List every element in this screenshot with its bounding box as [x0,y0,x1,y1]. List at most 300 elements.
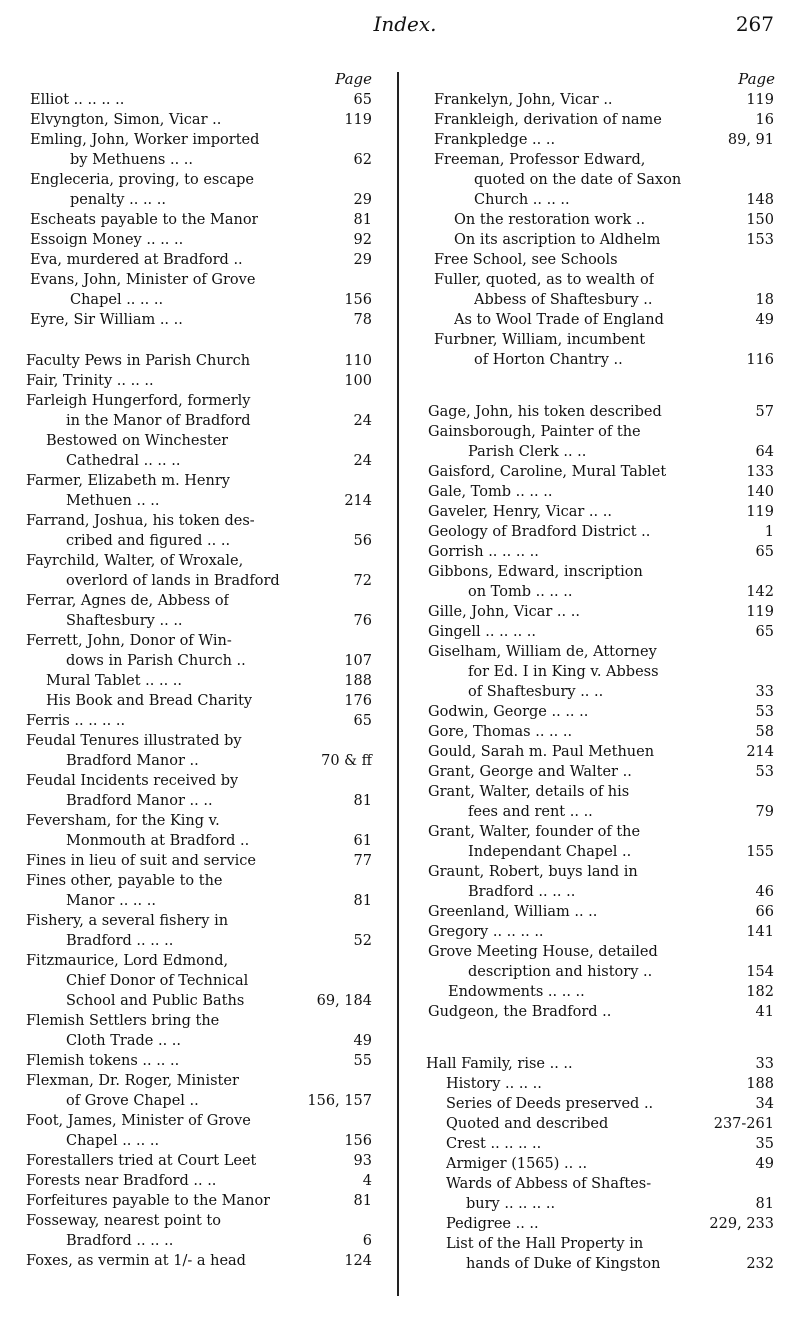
entry-text: Farleigh Hungerford, formerly [26,393,251,409]
index-entry-line [434,170,774,190]
entry-page-ref: 110 [341,351,372,371]
entry-page-ref: 66 [753,902,774,922]
entry-page-ref: 156 [341,290,372,310]
entry-page-ref: 119 [341,110,372,130]
entry-text: by Methuens .. .. [70,152,194,168]
entry-text: Bradford Manor .. [66,753,199,769]
index-entry-line [428,962,774,982]
index-entry-line [30,230,372,250]
index-entry-line [26,1131,372,1151]
entry-text: Gregory .. .. .. .. [428,924,544,940]
index-entry-line [434,190,774,210]
entry-text: Giselham, William de, Attorney [428,644,657,660]
entry-text: Graunt, Robert, buys land in [428,864,638,880]
entry-text: Gould, Sarah m. Paul Methuen [428,744,655,760]
index-entry-line [26,471,372,491]
index-entry-line [428,902,774,922]
entry-page-ref: 76 [351,611,372,631]
index-entry-line [434,290,774,310]
entry-text: Bradford .. .. .. [66,933,174,949]
entry-page-ref: 81 [753,1194,774,1214]
entry-text: Flemish tokens .. .. .. [26,1053,180,1069]
entry-text: Frankelyn, John, Vicar .. [434,92,613,108]
entry-text: Ferrett, John, Donor of Win- [26,633,232,649]
index-entry-line [26,831,372,851]
entry-text: Evans, John, Minister of Grove [30,272,256,288]
index-entry-line [426,1134,774,1154]
entry-text: Fair, Trinity .. .. .. [26,373,154,389]
entry-page-ref: 35 [753,1134,774,1154]
entry-text: Forests near Bradford .. .. [26,1173,217,1189]
entry-text: Monmouth at Bradford .. [66,833,250,849]
entry-page-ref: 156, 157 [304,1091,372,1111]
index-entry-line [426,1194,774,1214]
entry-page-ref: 29 [351,250,372,270]
index-entry-line [434,310,774,330]
index-entry-line [26,991,372,1011]
index-entry-line [30,90,372,110]
entry-text: Cathedral .. .. .. [66,453,181,469]
entry-page-ref: 24 [351,451,372,471]
index-entry-line [26,811,372,831]
entry-text: Farmer, Elizabeth m. Henry [26,473,230,489]
entry-text: Methuen .. .. [66,493,160,509]
index-entry-line [26,871,372,891]
entry-text: Foot, James, Minister of Grove [26,1113,251,1129]
entry-page-ref: 93 [351,1151,372,1171]
entry-text: bury .. .. .. .. [466,1196,556,1212]
index-entry-line [428,762,774,782]
index-entry-line [30,310,372,330]
entry-page-ref: 140 [743,482,774,502]
entry-text: Feudal Incidents received by [26,773,239,789]
index-entry-line [26,511,372,531]
index-entry-line [434,90,774,110]
entry-text: Abbess of Shaftesbury .. [474,292,653,308]
entry-text: Wards of Abbess of Shaftes- [446,1176,652,1192]
entry-page-ref: 237-261 [711,1114,774,1134]
entry-text: Elvyngton, Simon, Vicar .. [30,112,222,128]
index-entry-line [26,731,372,751]
index-entry-line [426,1214,774,1234]
entry-page-ref: 214 [341,491,372,511]
index-entry-line [26,911,372,931]
entry-page-ref: 29 [351,190,372,210]
entry-page-ref: 182 [743,982,774,1002]
entry-text: Crest .. .. .. .. [446,1136,542,1152]
entry-page-ref: 34 [753,1094,774,1114]
index-entry-line [426,1114,774,1134]
entry-text: Escheats payable to the Manor [30,212,259,228]
entry-text: List of the Hall Property in [446,1236,644,1252]
entry-page-ref: 70 & ff [318,751,372,771]
index-entry-line [434,230,774,250]
index-entry-line [426,1054,774,1074]
entry-page-ref: 176 [341,691,372,711]
index-entry-line [26,711,372,731]
index-entry-line [428,442,774,462]
entry-page-ref: 148 [743,190,774,210]
entry-page-ref: 72 [351,571,372,591]
entry-page-ref: 119 [743,602,774,622]
entry-text: Gaveler, Henry, Vicar .. .. [428,504,612,520]
entry-text: of Shaftesbury .. .. [468,684,604,700]
entry-text: Ferris .. .. .. .. [26,713,126,729]
entry-page-ref: 52 [351,931,372,951]
index-entry-line [30,250,372,270]
entry-text: Bradford Manor .. .. [66,793,213,809]
index-entry-line [26,551,372,571]
entry-page-ref: 107 [341,651,372,671]
index-entry-line [434,350,774,370]
index-entry-line [428,662,774,682]
index-entry-line [26,631,372,651]
entry-page-ref: 24 [351,411,372,431]
entry-page-ref: 41 [753,1002,774,1022]
entry-page-ref: 64 [753,442,774,462]
index-block-f-left [26,351,372,1271]
index-entry-line [26,951,372,971]
index-entry-line [26,391,372,411]
index-entry-line [26,891,372,911]
page-column-label-left: Page [335,70,372,88]
entry-text: Church .. .. .. [474,192,570,208]
entry-page-ref: 153 [743,230,774,250]
index-entry-line [26,531,372,551]
entry-page-ref: 155 [743,842,774,862]
entry-page-ref: 4 [360,1171,372,1191]
index-entry-line [434,110,774,130]
entry-text: Fuller, quoted, as to wealth of [434,272,655,288]
entry-text: Manor .. .. .. [66,893,156,909]
index-entry-line [428,422,774,442]
entry-text: Grove Meeting House, detailed [428,944,658,960]
entry-page-ref: 65 [753,542,774,562]
entry-text: Essoign Money .. .. .. [30,232,184,248]
entry-text: dows in Parish Church .. [66,653,246,669]
column-divider [397,72,399,1296]
index-entry-line [26,451,372,471]
entry-text: Hall Family, rise .. .. [426,1056,573,1072]
page-number: 267 [735,12,774,36]
entry-page-ref: 53 [753,702,774,722]
entry-text: Emling, John, Worker imported [30,132,260,148]
entry-page-ref: 232 [743,1254,774,1274]
entry-text: Geology of Bradford District .. [428,524,651,540]
entry-page-ref: 77 [351,851,372,871]
entry-text: Grant, Walter, founder of the [428,824,641,840]
entry-page-ref: 57 [753,402,774,422]
entry-text: Frankleigh, derivation of name [434,112,662,128]
entry-text: Eyre, Sir William .. .. [30,312,183,328]
index-entry-line [26,1191,372,1211]
index-block-h [426,1054,774,1274]
index-entry-line [26,691,372,711]
index-entry-line [26,1111,372,1131]
entry-text: Ferrar, Agnes de, Abbess of [26,593,229,609]
index-entry-line [30,170,372,190]
entry-text: Gainsborough, Painter of the [428,424,641,440]
entry-text: Flemish Settlers bring the [26,1013,220,1029]
entry-page-ref: 141 [743,922,774,942]
entry-text: Greenland, William .. .. [428,904,598,920]
entry-text: On its ascription to Aldhelm [454,232,661,248]
index-entry-line [26,1171,372,1191]
entry-text: in the Manor of Bradford [66,413,251,429]
entry-text: Grant, Walter, details of his [428,784,630,800]
entry-text: Gibbons, Edward, inscription [428,564,643,580]
index-entry-line [26,971,372,991]
entry-page-ref: 79 [753,802,774,822]
index-entry-line [30,290,372,310]
entry-page-ref: 49 [753,310,774,330]
entry-page-ref: 81 [351,1191,372,1211]
entry-text: of Horton Chantry .. [474,352,623,368]
entry-page-ref: 89, 91 [725,130,774,150]
entry-text: Parish Clerk .. .. [468,444,587,460]
entry-text: fees and rent .. .. [468,804,593,820]
index-entry-line [428,862,774,882]
index-entry-line [428,802,774,822]
entry-text: As to Wool Trade of England [454,312,664,328]
entry-text: Farrand, Joshua, his token des- [26,513,255,529]
entry-page-ref: 81 [351,791,372,811]
entry-page-ref: 100 [341,371,372,391]
index-entry-line [30,210,372,230]
index-entry-line [426,1174,774,1194]
index-entry-line [428,642,774,662]
index-entry-line [428,702,774,722]
running-title: Index. [373,12,437,36]
entry-page-ref: 1 [762,522,774,542]
entry-text: Grant, George and Walter .. [428,764,632,780]
entry-text: Pedigree .. .. [446,1216,539,1232]
index-entry-line [26,1211,372,1231]
entry-page-ref: 6 [360,1231,372,1251]
index-entry-line [26,371,372,391]
entry-text: Gage, John, his token described [428,404,662,420]
index-entry-line [26,1011,372,1031]
entry-text: description and history .. [468,964,653,980]
index-entry-line [26,671,372,691]
index-entry-line [434,250,774,270]
entry-page-ref: 53 [753,762,774,782]
entry-page-ref: 55 [351,1051,372,1071]
index-entry-line [428,482,774,502]
entry-text: Bestowed on Winchester [46,433,229,449]
entry-page-ref: 18 [753,290,774,310]
index-entry-line [26,1031,372,1051]
index-entry-line [426,1234,774,1254]
entry-page-ref: 81 [351,210,372,230]
index-entry-line [30,150,372,170]
index-entry-line [428,982,774,1002]
entry-text: cribed and figured .. .. [66,533,231,549]
entry-page-ref: 65 [351,90,372,110]
index-entry-line [26,931,372,951]
entry-text: on Tomb .. .. .. [468,584,573,600]
entry-page-ref: 16 [753,110,774,130]
entry-page-ref: 142 [743,582,774,602]
entry-page-ref: 150 [743,210,774,230]
entry-text: Gaisford, Caroline, Mural Tablet [428,464,667,480]
index-entry-line [30,130,372,150]
entry-text: Series of Deeds preserved .. [446,1096,654,1112]
index-entry-line [26,1251,372,1271]
entry-text: Forestallers tried at Court Leet [26,1153,257,1169]
index-entry-line [26,1051,372,1071]
index-block-e [30,90,372,330]
entry-page-ref: 92 [351,230,372,250]
entry-page-ref: 46 [753,882,774,902]
index-entry-line [26,851,372,871]
entry-text: Elliot .. .. .. .. [30,92,125,108]
entry-text: Flexman, Dr. Roger, Minister [26,1073,239,1089]
entry-page-ref: 188 [743,1074,774,1094]
index-entry-line [428,462,774,482]
index-entry-line [428,682,774,702]
entry-text: Gille, John, Vicar .. .. [428,604,580,620]
entry-page-ref: 58 [753,722,774,742]
entry-text: Godwin, George .. .. .. [428,704,589,720]
entry-text: Frankpledge .. .. [434,132,556,148]
index-entry-line [26,491,372,511]
index-entry-line [434,270,774,290]
index-entry-line [428,822,774,842]
entry-text: Fayrchild, Walter, of Wroxale, [26,553,244,569]
entry-page-ref: 65 [351,711,372,731]
index-entry-line [426,1154,774,1174]
entry-page-ref: 78 [351,310,372,330]
entry-page-ref: 116 [743,350,774,370]
entry-page-ref: 56 [351,531,372,551]
entry-text: Fitzmaurice, Lord Edmond, [26,953,229,969]
page-column-label-right: Page [738,70,775,88]
entry-text: Chief Donor of Technical [66,973,249,989]
index-entry-line [26,591,372,611]
entry-page-ref: 69, 184 [314,991,372,1011]
index-entry-line [428,782,774,802]
entry-text: quoted on the date of Saxon [474,172,682,188]
entry-page-ref: 49 [351,1031,372,1051]
entry-page-ref: 119 [743,502,774,522]
entry-text: Forfeitures payable to the Manor [26,1193,271,1209]
index-entry-line [26,771,372,791]
entry-text: Fines in lieu of suit and service [26,853,256,869]
entry-text: for Ed. I in King v. Abbess [468,664,659,680]
index-entry-line [428,562,774,582]
index-entry-line [434,150,774,170]
entry-text: Gingell .. .. .. .. [428,624,537,640]
index-entry-line [426,1074,774,1094]
entry-text: of Grove Chapel .. [66,1093,199,1109]
entry-text: Independant Chapel .. [468,844,632,860]
index-entry-line [26,611,372,631]
entry-page-ref: 61 [351,831,372,851]
index-entry-line [428,1002,774,1022]
index-entry-line [428,582,774,602]
index-entry-line [428,402,774,422]
entry-page-ref: 65 [753,622,774,642]
index-entry-line [428,502,774,522]
index-entry-line [30,270,372,290]
index-entry-line [428,742,774,762]
entry-page-ref: 229, 233 [706,1214,774,1234]
index-entry-line [26,431,372,451]
entry-text: Eva, murdered at Bradford .. [30,252,243,268]
index-entry-line [26,1231,372,1251]
entry-text: Mural Tablet .. .. .. [46,673,183,689]
entry-text: Engleceria, proving, to escape [30,172,254,188]
index-entry-line [26,751,372,771]
entry-page-ref: 188 [341,671,372,691]
entry-text: Faculty Pews in Parish Church [26,353,251,369]
entry-text: History .. .. .. [446,1076,542,1092]
index-entry-line [426,1254,774,1274]
index-entry-line [26,1151,372,1171]
index-entry-line [428,622,774,642]
index-entry-line [26,1071,372,1091]
entry-text: Chapel .. .. .. [70,292,164,308]
entry-text: Freeman, Professor Edward, [434,152,646,168]
entry-page-ref: 124 [341,1251,372,1271]
entry-text: Gudgeon, the Bradford .. [428,1004,612,1020]
entry-page-ref: 154 [743,962,774,982]
index-entry-line [26,791,372,811]
index-entry-line [26,571,372,591]
index-entry-line [30,110,372,130]
index-entry-line [434,130,774,150]
entry-page-ref: 133 [743,462,774,482]
entry-text: Fines other, payable to the [26,873,223,889]
index-entry-line [26,411,372,431]
index-entry-line [26,1091,372,1111]
index-entry-line [428,542,774,562]
entry-page-ref: 156 [341,1131,372,1151]
index-entry-line [26,651,372,671]
entry-text: Cloth Trade .. .. [66,1033,182,1049]
index-entry-line [428,522,774,542]
entry-text: penalty .. .. .. [70,192,166,208]
entry-text: Shaftesbury .. .. [66,613,183,629]
index-entry-line [428,922,774,942]
entry-text: Bradford .. .. .. [468,884,576,900]
entry-text: hands of Duke of Kingston [466,1256,661,1272]
entry-text: Endowments .. .. .. [448,984,585,1000]
entry-page-ref: 214 [743,742,774,762]
entry-text: Gore, Thomas .. .. .. [428,724,573,740]
entry-text: His Book and Bread Charity [46,693,253,709]
index-entry-line [428,602,774,622]
entry-page-ref: 62 [351,150,372,170]
index-entry-line [26,351,372,371]
index-entry-line [428,842,774,862]
entry-text: Chapel .. .. .. [66,1133,160,1149]
entry-page-ref: 81 [351,891,372,911]
index-entry-line [426,1094,774,1114]
entry-text: Armiger (1565) .. .. [446,1156,588,1172]
entry-text: Feudal Tenures illustrated by [26,733,242,749]
entry-page-ref: 33 [753,1054,774,1074]
entry-page-ref: 33 [753,682,774,702]
entry-text: Furbner, William, incumbent [434,332,646,348]
entry-text: On the restoration work .. [454,212,646,228]
index-entry-line [30,190,372,210]
entry-page-ref: 49 [753,1154,774,1174]
entry-text: overlord of lands in Bradford [66,573,280,589]
entry-text: Feversham, for the King v. [26,813,220,829]
index-entry-line [434,330,774,350]
